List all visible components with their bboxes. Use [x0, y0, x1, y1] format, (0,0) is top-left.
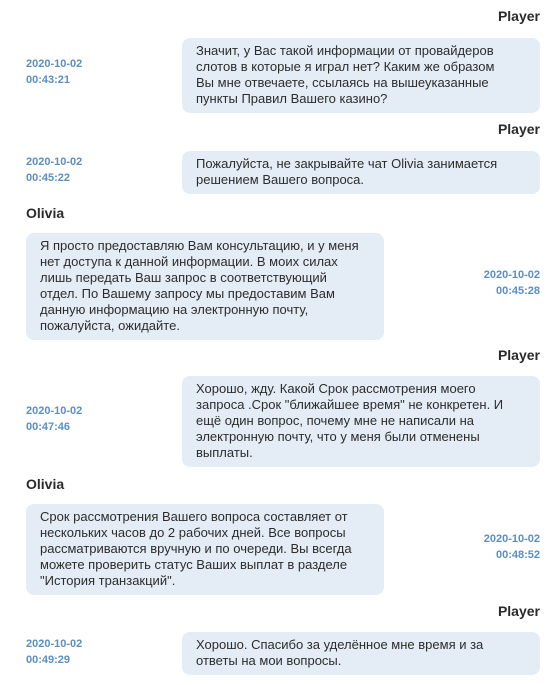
- timestamp-time: 00:47:46: [26, 421, 71, 433]
- timestamp-time: 00:45:22: [26, 172, 71, 184]
- sender-name: Player: [497, 121, 540, 137]
- sender-name: Player: [497, 8, 540, 24]
- message-timestamp: [484, 531, 540, 563]
- timestamp-date: 2020-10-02: [26, 58, 83, 70]
- timestamp-date: 2020-10-02: [26, 638, 83, 650]
- timestamp-time: 00:45:28: [495, 285, 540, 297]
- message-bubble: Значит, у Вас такой информации от провайдеров слотов в которые я играл нет? Каким же образом Вы мне отвечаете, ссылаясь на вышеуказанные пункты Правил Вашего казино?: [182, 38, 540, 113]
- message-timestamp: [26, 56, 82, 88]
- message-timestamp: [484, 267, 540, 299]
- timestamp-date: 2020-10-02: [483, 533, 540, 545]
- sender-name: Player: [497, 347, 540, 363]
- message-timestamp: [26, 154, 82, 186]
- sender-name: Olivia: [26, 205, 65, 221]
- message-bubble: Пожалуйста, не закрывайте чат Olivia занимается решением Вашего вопроса.: [182, 151, 540, 194]
- message-bubble: Хорошо, жду. Какой Срок рассмотрения моего запроса .Срок "ближайшее время" не конкретен. И ещё один вопрос, почему мне не написали на электронную почту, что у меня были отменены выплаты.: [182, 376, 540, 467]
- message-bubble: Я просто предоставляю Вам консультацию, и у меня нет доступа к данной информации. В моих силах лишь передать Ваш запрос в соответствующий отдел. По Вашему запросу мы предоставим Вам данную информацию на электронную почту, пожалуйста, ожидайте.: [26, 233, 384, 340]
- timestamp-time: 00:48:52: [495, 549, 540, 561]
- timestamp-date: 2020-10-02: [26, 156, 83, 168]
- timestamp-time: 00:43:21: [26, 74, 71, 86]
- sender-name: Player: [497, 603, 540, 619]
- message-timestamp: [26, 636, 82, 668]
- message-timestamp: [26, 403, 82, 435]
- sender-name: Olivia: [26, 476, 65, 492]
- timestamp-date: 2020-10-02: [26, 405, 83, 417]
- message-bubble: Срок рассмотрения Вашего вопроса составляет от нескольких часов до 2 рабочих дней. Все вопросы рассматриваются вручную и по очереди. Вы всегда можете проверить статус Ваших выплат в разделе "История транзакций".: [26, 504, 384, 595]
- timestamp-date: 2020-10-02: [483, 269, 540, 281]
- message-bubble: Хорошо. Спасибо за уделённое мне время и за ответы на мои вопросы.: [182, 632, 540, 675]
- timestamp-time: 00:49:29: [26, 654, 71, 666]
